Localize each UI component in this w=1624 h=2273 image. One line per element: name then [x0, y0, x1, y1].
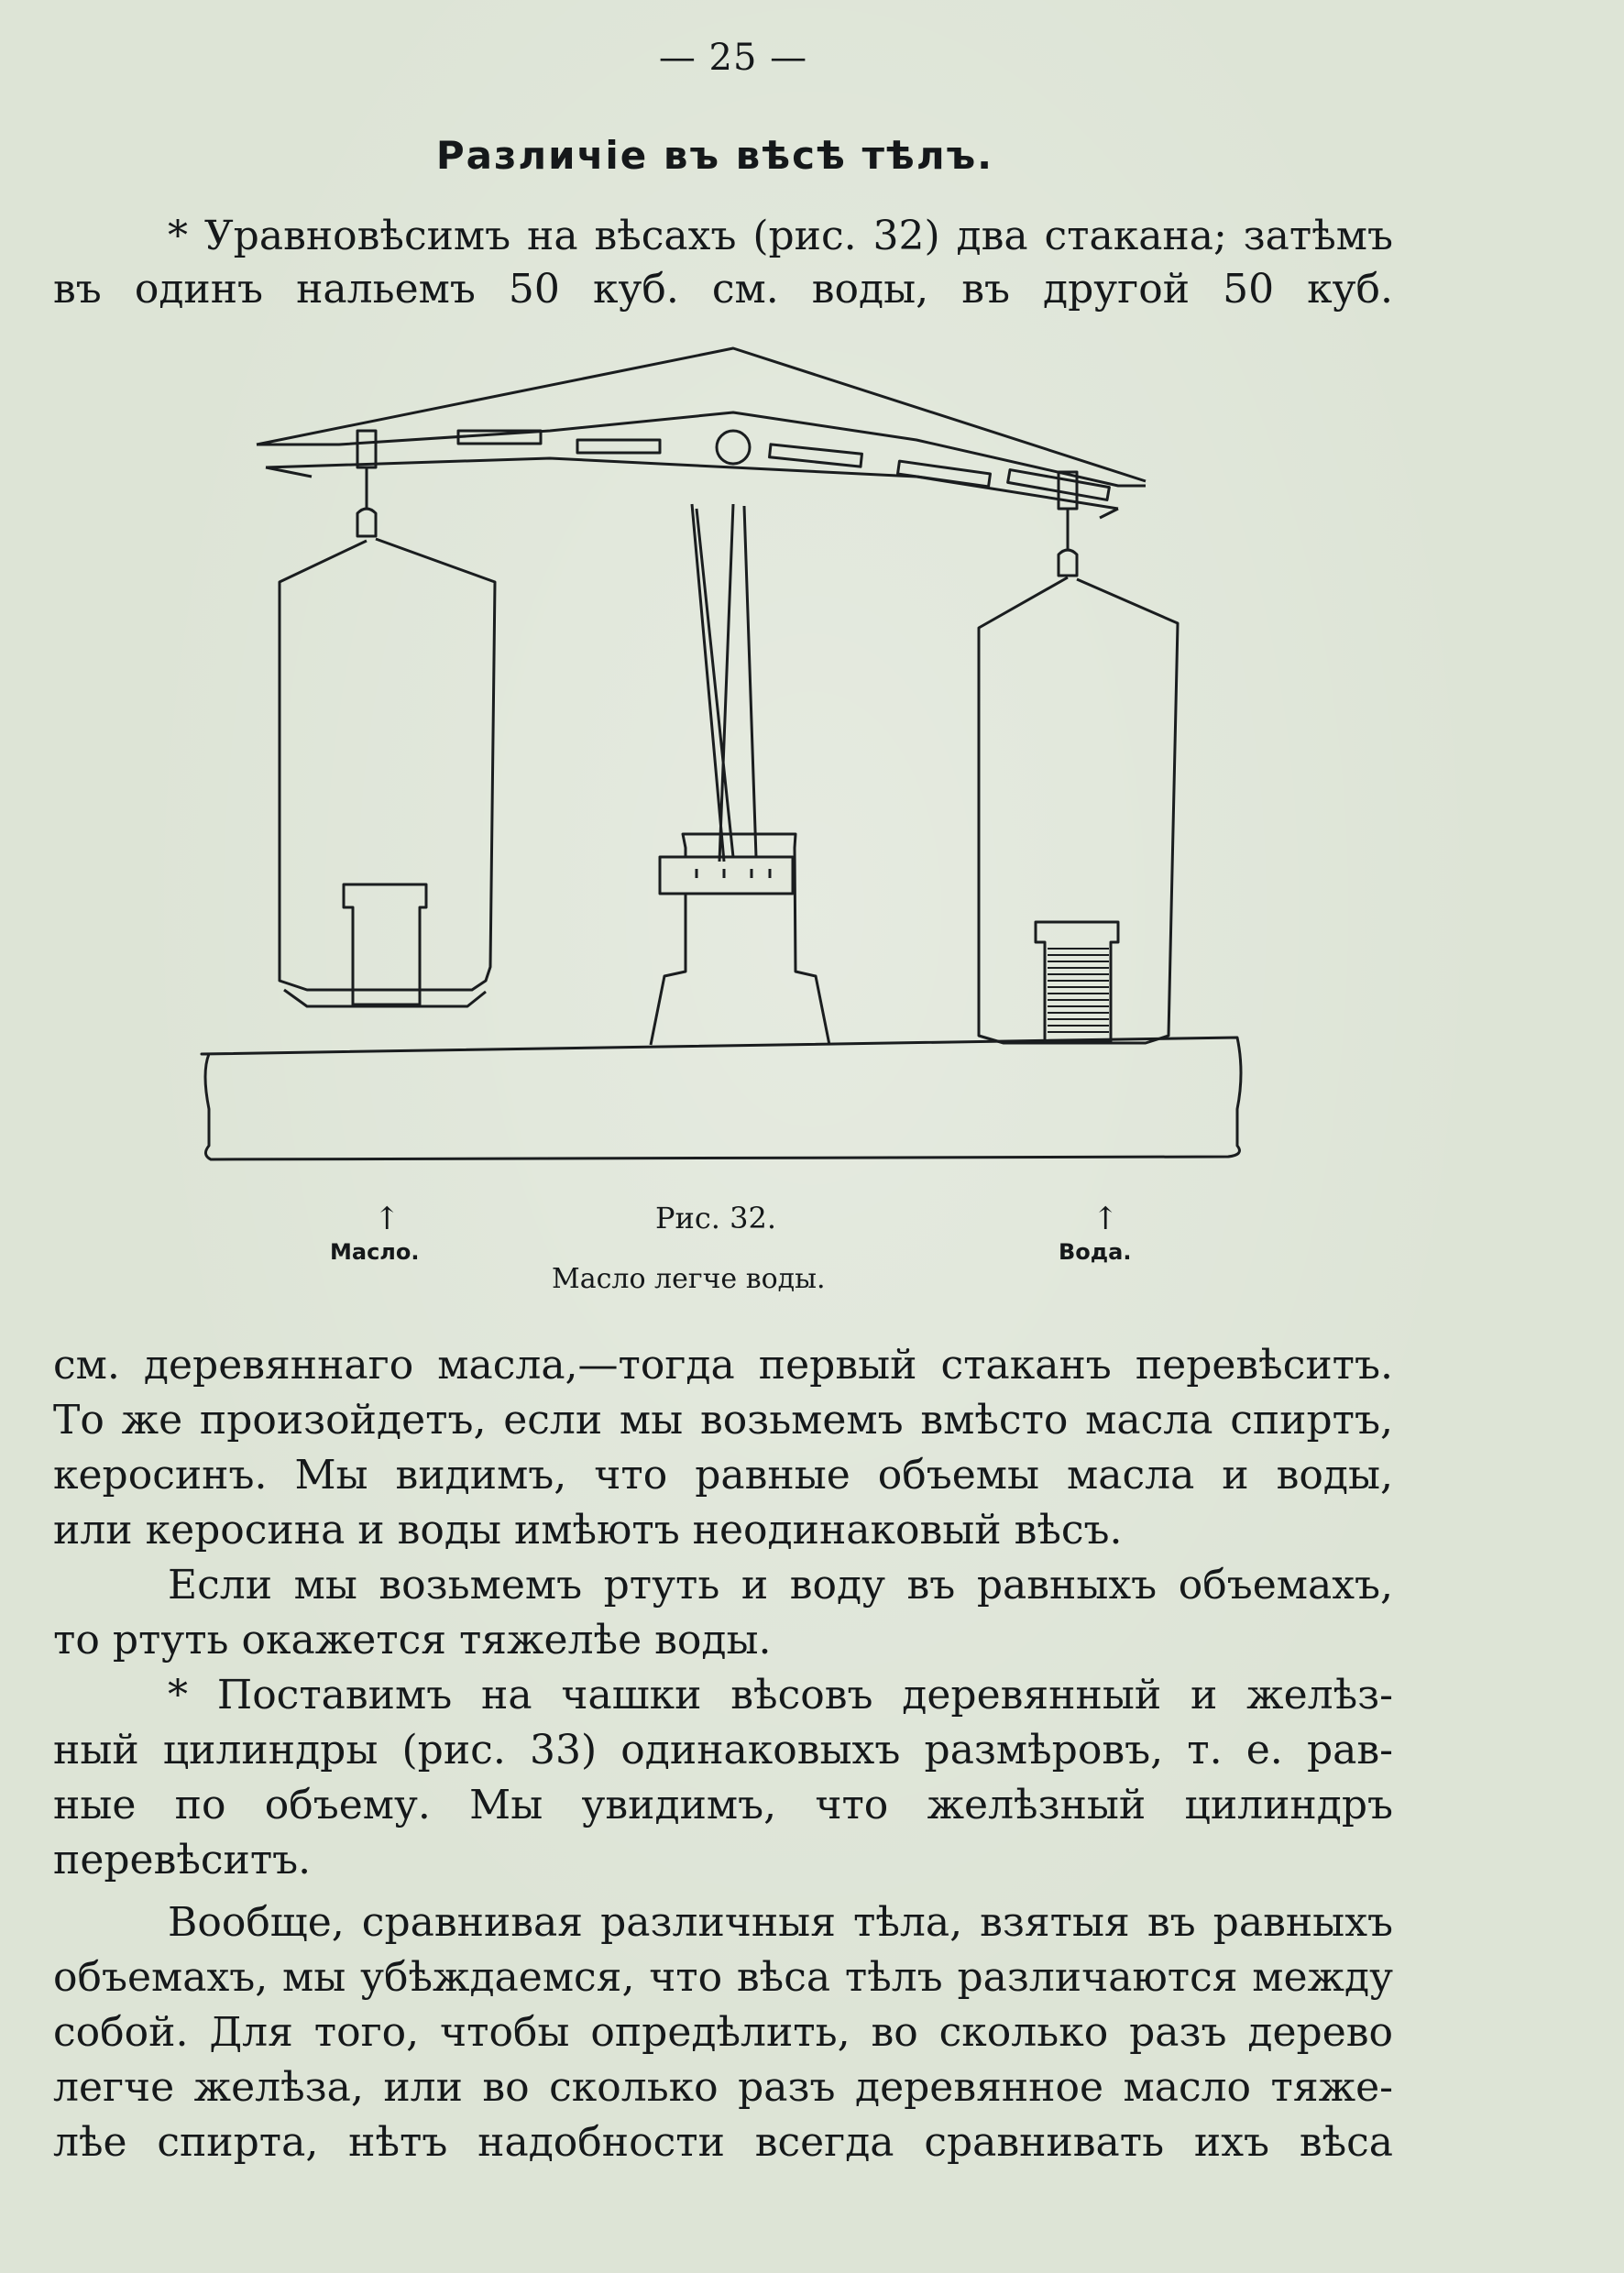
balance-scale-illustration — [183, 339, 1265, 1182]
beam-pivot — [717, 431, 750, 464]
figure-caption: Масло легче воды. — [552, 1263, 826, 1295]
scale-dial — [660, 857, 793, 894]
text-line: см. деревяннаго масла,—тогда первый стаканъ перевѣситъ. — [53, 1342, 1393, 1389]
text-line: легче желѣза, или во сколько разъ деревянное масло тяже- — [53, 2064, 1393, 2111]
text-line: объемахъ, мы убѣждаемся, что вѣса тѣлъ различаются между — [53, 1954, 1393, 2001]
arrow-right: ↑ — [1092, 1201, 1119, 1237]
text-line: или керосина и воды имѣютъ неодинаковый вѣсъ. — [53, 1507, 1123, 1554]
label-oil: Масло. — [330, 1239, 420, 1265]
text-line: то ртуть окажется тяжелѣе воды. — [53, 1617, 772, 1664]
oil-glass — [344, 884, 426, 1005]
text-line: собой. Для того, чтобы опредѣлить, во сколько разъ дерево — [53, 2009, 1393, 2056]
text-line: Если мы возьмемъ ртуть и воду въ равныхъ объемахъ, — [168, 1562, 1393, 1609]
figure-number: Рис. 32. — [655, 1201, 777, 1235]
text-line: ный цилиндры (рис. 33) одинаковыхъ размѣровъ, т. е. рав- — [53, 1727, 1393, 1773]
page-number: — 25 — — [658, 37, 808, 79]
text-line: Вообще, сравнивая различныя тѣла, взятыя въ равныхъ — [168, 1899, 1393, 1946]
text-line: въ одинъ нальемъ 50 куб. см. воды, въ другой 50 куб. — [53, 266, 1393, 313]
text-line: То же произойдетъ, если мы возьмемъ вмѣсто масла спиртъ, — [53, 1397, 1393, 1444]
scale-base — [202, 1038, 1241, 1159]
text-line: керосинъ. Мы видимъ, что равные объемы масла и воды, — [53, 1452, 1393, 1499]
text-line: перевѣситъ. — [53, 1837, 312, 1883]
label-water: Вода. — [1059, 1239, 1132, 1265]
text-line: * Уравновѣсимъ на вѣсахъ (рис. 32) два стакана; затѣмъ — [168, 213, 1393, 259]
text-line: * Поставимъ на чашки вѣсовъ деревянный и желѣз- — [168, 1672, 1393, 1718]
text-line: ные по объему. Мы увидимъ, что желѣзный цилиндръ — [53, 1782, 1393, 1828]
text-line: лѣе спирта, нѣтъ надобности всегда сравнивать ихъ вѣса — [53, 2119, 1393, 2166]
arrow-left: ↑ — [374, 1201, 401, 1237]
section-heading: Различіе въ вѣсѣ тѣлъ. — [435, 133, 994, 178]
